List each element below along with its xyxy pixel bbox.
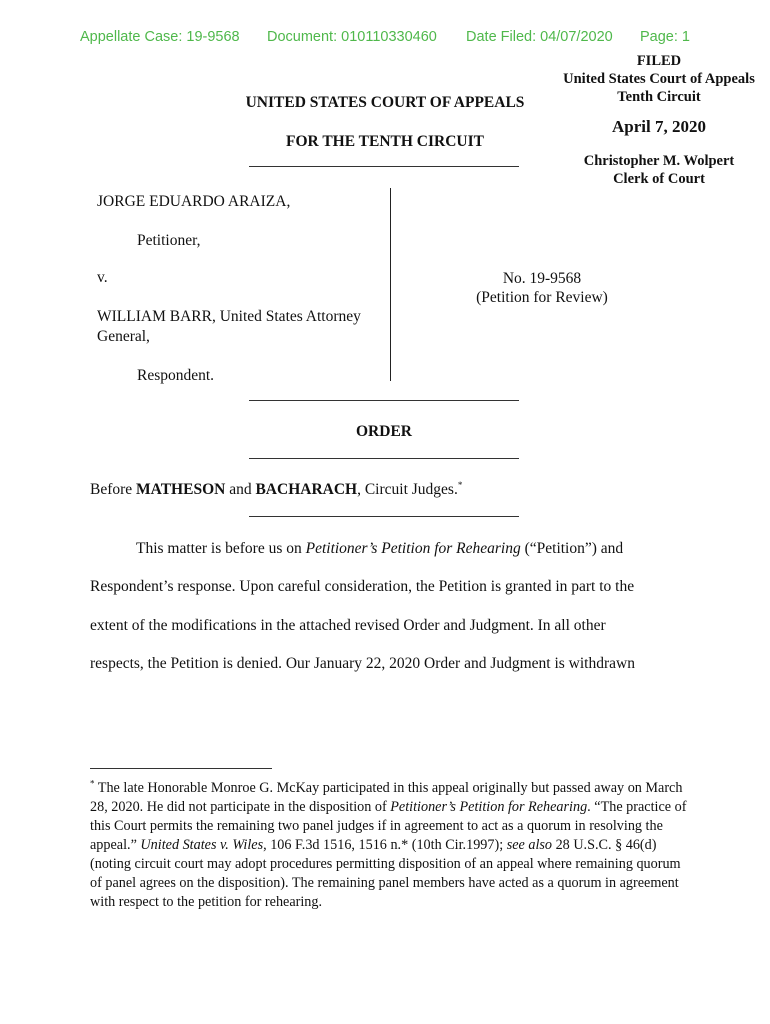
case-type: (Petition for Review)	[476, 289, 608, 306]
respondent-line-2: General,	[97, 328, 150, 345]
body-line-1: This matter is before us on Petitioner’s Petition for Rehearing (“Petition”) and	[136, 540, 624, 557]
clerk-name: Christopher M. Wolpert	[583, 153, 735, 169]
court-circuit: FOR THE TENTH CIRCUIT	[286, 133, 484, 150]
body-line-3: extent of the modifications in the attached revised Order and Judgment. In all other	[90, 617, 606, 634]
footnote-separator	[90, 768, 272, 769]
judge-matheson: MATHESON	[136, 481, 226, 498]
stamp-document: Document: 010110330460	[267, 29, 437, 45]
petitioner-role: Petitioner,	[137, 232, 201, 249]
filed-date: April 7, 2020	[612, 117, 706, 136]
filed-court: United States Court of Appeals	[563, 71, 755, 87]
body-line-2: Respondent’s response. Upon careful consideration, the Petition is granted in part to the	[90, 578, 635, 595]
judge-bacharach: BACHARACH	[255, 481, 358, 498]
footnote: * The late Honorable Monroe G. McKay participated in this appeal originally but passed away on March 28, 2020. He did not participate in the disposition of Petitioner’s Petition for Rehearing. “The practice of this Court permits the remaining two panel judges if in agreement to act as a quorum in resolving the appeal.” United States v. Wiles, 106 F.3d 1516, 1516 n.* (10th Cir.1997); see also 28 U.S.C. § 46(d) (noting circuit court may adopt procedures permitting disposition of an appeal where remaining quorum of panel agrees on the disposition). The remaining panel members have acted as a quorum in agreement with respect to the petition for rehearing.	[90, 778, 687, 910]
filed-label: FILED	[636, 53, 682, 69]
respondent-line-1: WILLIAM BARR, United States Attorney	[97, 308, 361, 325]
divider-4	[249, 516, 519, 517]
body-line-4: respects, the Petition is denied. Our January 22, 2020 Order and Judgment is withdrawn	[90, 655, 635, 672]
petitioner-name: JORGE EDUARDO ARAIZA,	[97, 193, 291, 210]
stamp-case: Appellate Case: 19-9568	[80, 29, 240, 45]
versus: v.	[97, 269, 108, 286]
stamp-date-filed: Date Filed: 04/07/2020	[466, 29, 613, 45]
footnote-reference: *	[457, 479, 463, 490]
stamp-page: Page: 1	[640, 29, 690, 45]
divider-2	[249, 400, 519, 401]
order-title: ORDER	[356, 423, 412, 440]
divider-3	[249, 458, 519, 459]
clerk-title: Clerk of Court	[613, 171, 705, 187]
caption-vertical-rule	[390, 188, 391, 381]
case-number: No. 19-9568	[502, 270, 582, 287]
respondent-role: Respondent.	[137, 367, 215, 384]
divider-1	[249, 166, 519, 167]
filed-circuit: Tenth Circuit	[617, 89, 701, 105]
before-line: Before MATHESON and BACHARACH, Circuit Judges.*	[90, 479, 463, 498]
filed-box	[548, 52, 770, 188]
court-name: UNITED STATES COURT OF APPEALS	[245, 94, 525, 111]
